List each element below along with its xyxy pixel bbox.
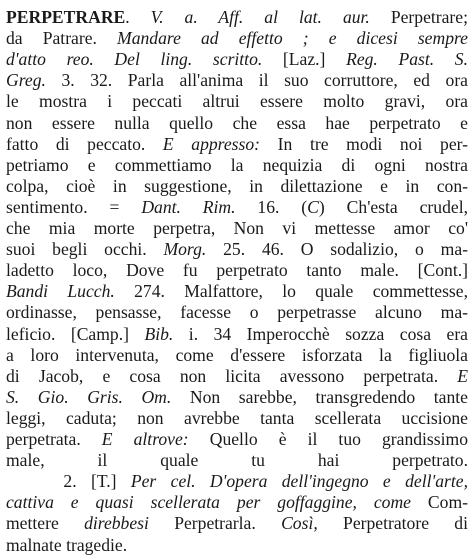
italic-text: Bib.: [144, 323, 174, 344]
text-run: a loro intervenuta, come d'essere isforzata la figliuola: [6, 344, 468, 365]
text-run: mettere: [6, 513, 85, 534]
text-run: perpetrata.: [6, 429, 102, 449]
text-run: Quello è il tuo grandissimo: [188, 429, 468, 449]
text-run: colpa, cioè in suggestione, in dilettazione e in con-: [6, 175, 468, 196]
italic-text: E: [457, 365, 468, 386]
text-run: leggi, caduta; non avrebbe tanta scellerata uccisione: [6, 407, 468, 428]
text-run: male, il quale tu hai perpetrato.: [6, 450, 468, 471]
text-run: 16. (: [235, 196, 308, 217]
text-run: 3. 32. Parla all'anima il suo corruttore, ed ora: [45, 70, 468, 91]
text-run: ladetto loco, Dove fu perpetrato tanto male. [Cont.]: [6, 260, 468, 281]
text-run: 25. 46. O sodalizio, o ma-: [206, 239, 468, 260]
italic-text: direbbesi: [84, 513, 149, 534]
text-run: ) Ch'esta crudel,: [318, 196, 468, 217]
text-run: 274. Malfattore, lo quale commettesse,: [114, 281, 468, 302]
text-run: 2. [T.]: [6, 471, 131, 492]
text-run: In tre modi noi per-: [260, 133, 468, 154]
italic-text: V. a. Aff. al lat. aur.: [150, 7, 370, 27]
italic-text: Dant. Rim.: [141, 196, 236, 217]
text-run: leficio. [Camp.]: [6, 323, 145, 344]
italic-text: Reg. Past. S.: [346, 49, 468, 70]
text-run: sentimento. =: [6, 196, 142, 217]
text-run: le mostra i peccati altrui essere molto gravi, ora: [6, 91, 468, 112]
italic-text: Per cel. D'opera dell'ingegno e dell'arte,: [130, 471, 468, 492]
text-run: Perpetratore di: [317, 513, 468, 534]
italic-text: Mandare ad effetto ; e dicesi sempre: [117, 28, 468, 49]
text-run: da Patrare.: [6, 28, 118, 49]
text-run: di Jacob, e cosa non licita avessono perpetrata.: [6, 365, 458, 386]
text-run: [Laz.]: [262, 49, 347, 70]
text-run: i. 34 Imperocchè sozza cosa era: [173, 323, 468, 344]
italic-text: C: [307, 196, 319, 217]
text-run: non essere nulla quello che essa hae perpetrato e: [6, 112, 468, 133]
text-run: .: [125, 7, 151, 27]
italic-text: Morg.: [163, 239, 207, 260]
italic-text: Così,: [281, 513, 318, 534]
text-run: petriamo e commettiamo la nequizia di ogni nostra: [6, 154, 468, 175]
italic-text: E altrove:: [101, 429, 189, 449]
italic-text: Greg.: [6, 70, 46, 91]
text-run: Non sarebbe, transgredendo tante: [171, 386, 468, 407]
text-run: che mia morte perpetra, Non vi mettesse amor co': [6, 218, 468, 238]
italic-text: cattiva e quasi scellerata per goffaggine, come: [6, 492, 411, 513]
italic-text: Bandi Lucch.: [6, 281, 115, 302]
text-run: Perpetrare;: [369, 7, 468, 27]
text-run: suoi begli occhi.: [6, 239, 164, 260]
italic-text: d'atto reo. Del ling. scritto.: [6, 49, 263, 70]
headword: PERPETRARE: [6, 7, 126, 27]
text-line: [6, 532, 468, 558]
italic-text: S. Gio. Gris. Om.: [6, 386, 172, 407]
text-run: fatto di peccato.: [6, 133, 163, 154]
text-run: ordinasse, pensasse, facesse o perpetrasse alcuno ma-: [6, 302, 468, 323]
text-run: Com-: [410, 492, 468, 513]
text-run: Perpetrarla.: [148, 513, 282, 534]
text-run: malnate tragedie.: [6, 534, 128, 555]
italic-text: E appresso:: [162, 133, 261, 154]
